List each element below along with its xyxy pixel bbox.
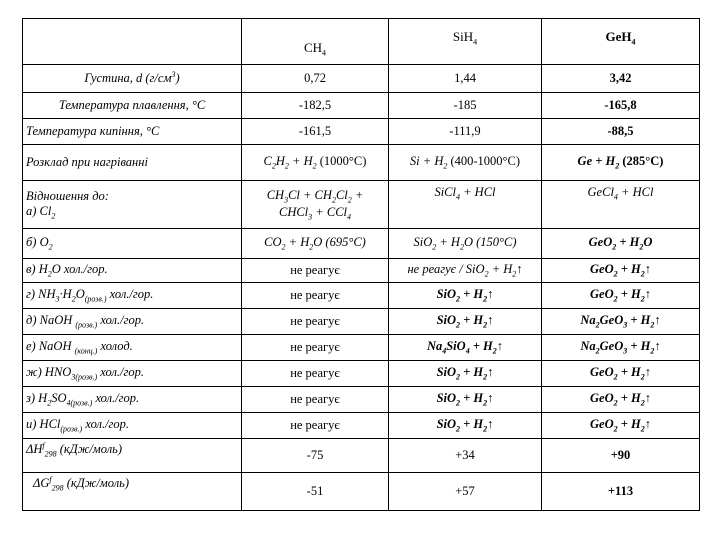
geh4-value: $Ge + H_2$ (285°C) — [542, 145, 700, 181]
ch4-value: не реагує — [242, 283, 389, 309]
geh4-value: +90 — [542, 439, 700, 473]
geh4-value: $GeO_2 + H_2↑$ — [542, 259, 700, 283]
table-row — [23, 65, 700, 93]
geh4-value: $GeO_2 + H_2↑$ — [542, 387, 700, 413]
geh4-value: -88,5 — [542, 119, 700, 145]
sih4-value: не реагує / $SiO_2 + H_2↑$ — [389, 259, 542, 283]
table-row — [23, 335, 700, 361]
sih4-value: $SiO_2 + H_2↑$ — [389, 413, 542, 439]
table-row — [23, 309, 700, 335]
table-row — [23, 361, 700, 387]
ch4-value: не реагує — [242, 413, 389, 439]
table-row — [23, 145, 700, 181]
table-row — [23, 119, 700, 145]
ch4-value: $CO_2 + H_2O$ (695°C) — [242, 229, 389, 259]
table-row — [23, 229, 700, 259]
ch4-value: не реагує — [242, 335, 389, 361]
header-geh4: GeH$_4$ — [542, 19, 700, 65]
row-label: Відношення до: а) $Cl_2$ — [23, 181, 242, 229]
row-label: Розклад при нагріванні — [23, 145, 242, 181]
row-label: з) $H_2SO_{4(розв.)}$ хол./гор. — [23, 387, 242, 413]
header-empty-cell — [23, 19, 242, 65]
ch4-value: -51 — [242, 473, 389, 511]
row-label: г) $NH_3\cdot H_2O_{(розв.)}$ хол./гор. — [23, 283, 242, 309]
sih4-value: 1,44 — [389, 65, 542, 93]
ch4-value: -161,5 — [242, 119, 389, 145]
ch4-value: не реагує — [242, 361, 389, 387]
table-row — [23, 413, 700, 439]
header-ch4: $CH_4$ — [242, 19, 389, 65]
row-label: д) NaOH $_{(розв.)}$ хол./гор. — [23, 309, 242, 335]
table-row — [23, 283, 700, 309]
geh4-value: $Na_2GeO_3$ + $H_2↑$ — [542, 309, 700, 335]
geh4-value: $GeO_2 + H_2↑$ — [542, 283, 700, 309]
header-row — [23, 19, 700, 65]
table-row — [23, 387, 700, 413]
row-label: Густина, d $(г/см^3)$ — [23, 65, 242, 93]
geh4-value: $Na_2GeO_3$ + $H_2↑$ — [542, 335, 700, 361]
row-label: Температура плавлення, °C — [23, 93, 242, 119]
sih4-value: $SiO_2 + H_2O$ (150°C) — [389, 229, 542, 259]
row-label: Температура кипіння, °C — [23, 119, 242, 145]
sih4-value: -185 — [389, 93, 542, 119]
sih4-value: $SiO_2 + H_2↑$ — [389, 361, 542, 387]
sih4-value: $Si + H_2$ (400-1000°C) — [389, 145, 542, 181]
ch4-value: $C_2H_2 + H_2$ (1000°C) — [242, 145, 389, 181]
sih4-value: $Na_4SiO_4$ + $H_2↑$ — [389, 335, 542, 361]
row-label: $\Delta G^f_{298}$ (кДж/моль) — [23, 473, 242, 511]
sih4-value: -111,9 — [389, 119, 542, 145]
row-label: ж) $HNO_{3(розв.)}$ хол./гор. — [23, 361, 242, 387]
geh4-value: $GeO_2 + H_2↑$ — [542, 413, 700, 439]
row-label: б) $O_2$ — [23, 229, 242, 259]
header-sih4: SiH$_4$ — [389, 19, 542, 65]
row-label: $\Delta H^f_{298}$ (кДж/моль) — [23, 439, 242, 473]
sih4-value: $SiO_2 + H_2↑$ — [389, 283, 542, 309]
geh4-value: -165,8 — [542, 93, 700, 119]
sih4-value: +34 — [389, 439, 542, 473]
ch4-value: 0,72 — [242, 65, 389, 93]
geh4-value: $GeO_2 + H_2↑$ — [542, 361, 700, 387]
ch4-value: $CH_3Cl + CH_2Cl_2$ + CHCl$_3$ + CCl$_4$ — [242, 181, 389, 229]
row-label: в) $H_2O$ хол./гор. — [23, 259, 242, 283]
sih4-value: $SiO_2 + H_2↑$ — [389, 309, 542, 335]
sih4-value: SiCl$_4$ + HCl — [389, 181, 542, 229]
geh4-value: +113 — [542, 473, 700, 511]
row-label: и) HCl$_{(розв.)}$ хол./гор. — [23, 413, 242, 439]
row-label: е) NaOH $_{(конц.)}$ холод. — [23, 335, 242, 361]
geh4-value: 3,42 — [542, 65, 700, 93]
geh4-value: GeCl$_4$ + HCl — [542, 181, 700, 229]
hydrides-comparison-table — [22, 18, 700, 511]
table-row — [23, 439, 700, 473]
ch4-value: -182,5 — [242, 93, 389, 119]
table-row — [23, 93, 700, 119]
geh4-value: $GeO_2 + H_2O$ — [542, 229, 700, 259]
ch4-value: -75 — [242, 439, 389, 473]
sih4-value: +57 — [389, 473, 542, 511]
table-row — [23, 181, 700, 229]
ch4-value: не реагує — [242, 259, 389, 283]
table-row — [23, 259, 700, 283]
sih4-value: $SiO_2 + H_2↑$ — [389, 387, 542, 413]
ch4-value: не реагує — [242, 309, 389, 335]
table-row — [23, 473, 700, 511]
ch4-value: не реагує — [242, 387, 389, 413]
